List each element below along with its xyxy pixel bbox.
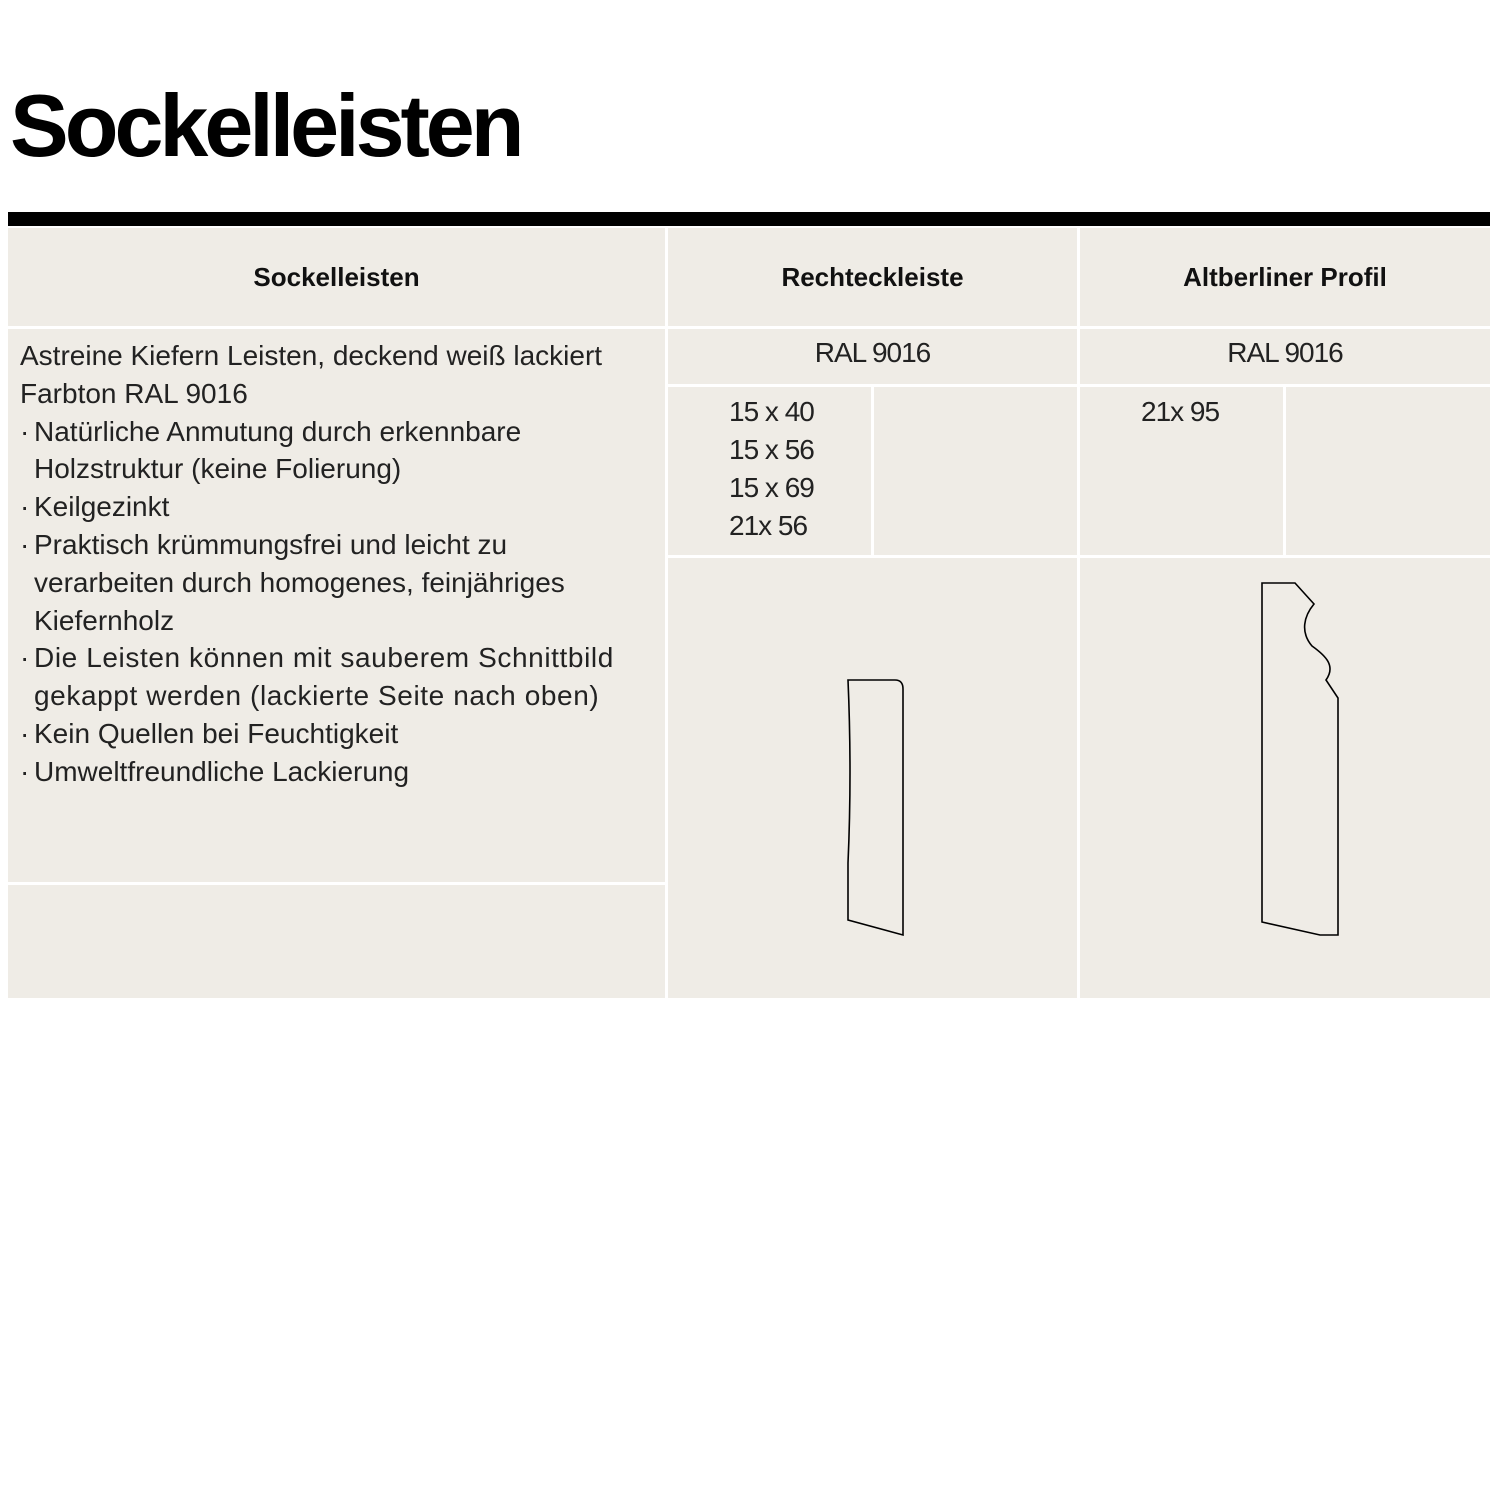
list-item	[20, 639, 649, 715]
altberliner-ral: RAL 9016	[1080, 329, 1490, 384]
list-item	[20, 715, 665, 753]
altberliner-profile-drawing	[1080, 558, 1490, 998]
profile-outline	[1262, 583, 1338, 935]
size-list	[1141, 387, 1283, 431]
rechteckleiste-sizes-cell	[668, 387, 871, 555]
bullet: ·	[20, 415, 30, 447]
profile-outline	[848, 680, 903, 935]
empty-cell	[8, 885, 665, 998]
feature-list	[20, 413, 665, 791]
feature-text: Natürliche Anmutung durch erkennbare Holzstruktur (keine Folierung)	[34, 415, 522, 485]
bullet: ·	[20, 642, 30, 674]
size-list	[729, 387, 871, 545]
rechteckleiste-ral: RAL 9016	[668, 329, 1077, 384]
feature-text: Keilgezinkt	[34, 491, 170, 523]
feature-text: Praktisch krümmungsfrei und leicht zu verarbeiten durch homogenes, feinjähriges Kiefernholz	[34, 528, 565, 636]
intro-line: Astreine Kiefern Leisten, deckend weiß lackiert	[20, 340, 603, 371]
list-item	[20, 526, 614, 639]
page-title: Sockelleisten	[10, 76, 521, 175]
bullet: ·	[20, 528, 30, 560]
size-item: 21x 56	[729, 510, 808, 541]
list-item	[20, 413, 554, 489]
header-altberliner-profil: Altberliner Profil	[1080, 228, 1490, 326]
header-sockelleisten: Sockelleisten	[8, 228, 665, 326]
feature-text: Die Leisten können mit sauberem Schnittbild gekappt werden (lackierte Seite nach oben)	[34, 642, 614, 712]
bullet: ·	[20, 491, 30, 523]
description-cell	[8, 329, 665, 882]
title-rule	[8, 212, 1490, 226]
size-item: 15 x 40	[729, 396, 814, 427]
size-item: 21x 95	[1141, 396, 1220, 427]
size-item: 15 x 69	[729, 472, 814, 503]
altberliner-sizes-cell	[1080, 387, 1283, 555]
feature-text: Umweltfreundliche Lackierung	[34, 755, 410, 787]
empty-cell	[1286, 387, 1490, 555]
list-item	[20, 753, 665, 791]
list-item	[20, 488, 665, 526]
intro-line: Farbton RAL 9016	[20, 377, 248, 409]
size-item: 15 x 56	[729, 434, 814, 465]
bullet: ·	[20, 755, 30, 787]
rechteckleiste-drawing-cell	[668, 558, 1077, 998]
rechteckleiste-profile-drawing	[668, 558, 1077, 998]
empty-cell	[874, 387, 1077, 555]
feature-text: Kein Quellen bei Feuchtigkeit	[34, 717, 399, 749]
header-rechteckleiste: Rechteckleiste	[668, 228, 1077, 326]
altberliner-drawing-cell	[1080, 558, 1490, 998]
bullet: ·	[20, 717, 30, 749]
